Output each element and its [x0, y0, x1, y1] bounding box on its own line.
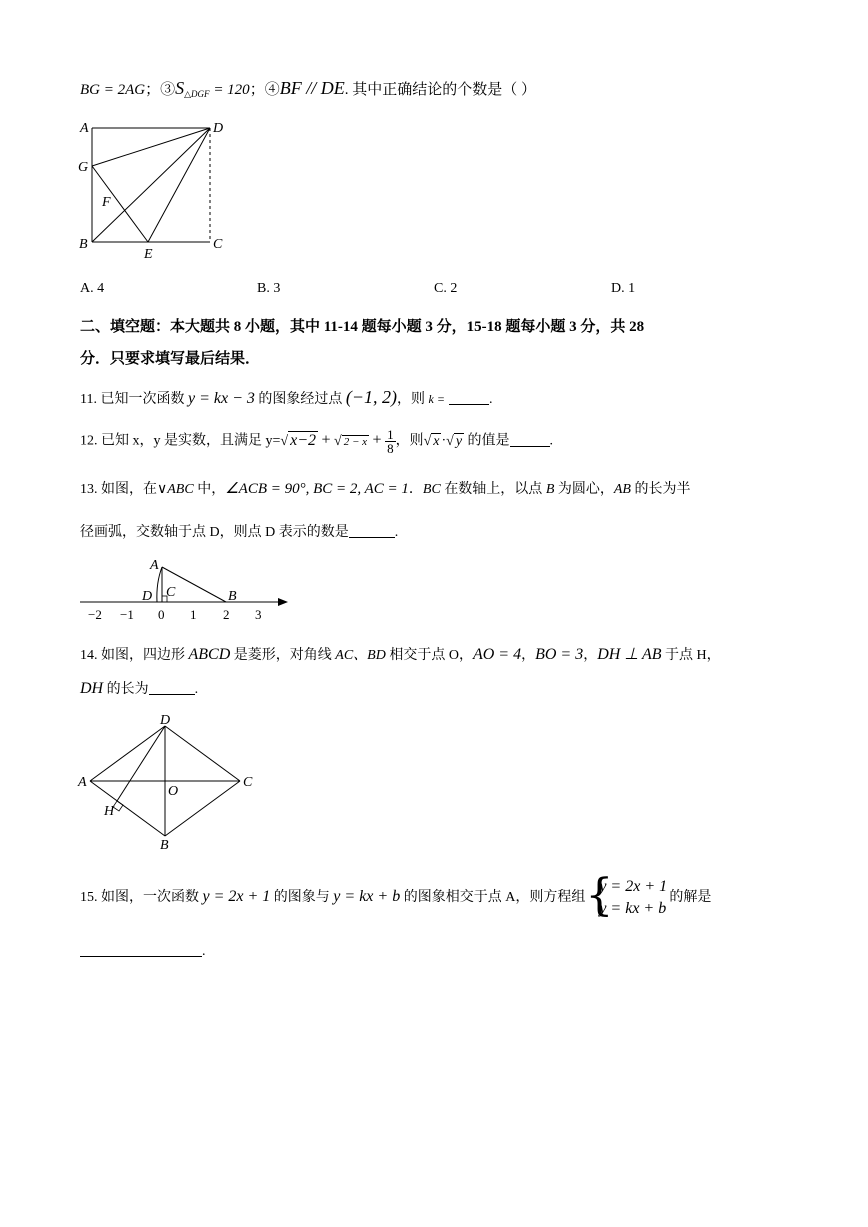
q12-dot: · — [441, 433, 447, 449]
q15-eq2: y = kx + b — [599, 899, 667, 917]
q13-line2 — [80, 521, 398, 541]
q10-s-symbol: S — [175, 78, 185, 98]
q12-plus-1: + — [321, 431, 331, 449]
q12-frac-den: 8 — [387, 441, 394, 456]
q14-ao: AO = 4 — [472, 646, 522, 663]
q13-number: 13. — [80, 482, 101, 497]
q14-dh-perp: DH ⊥ AB — [597, 646, 662, 663]
q10-cond-4: BF // DE — [279, 78, 345, 98]
q10-option-b: B. 3 — [257, 281, 281, 296]
q13-ab: AB — [613, 482, 631, 497]
q10-cond-2: BG = 2AG — [80, 82, 146, 98]
q11-answer-blank — [449, 390, 489, 405]
q14-label-h: H — [104, 804, 115, 819]
q15-text-a: 如图，一次函数 — [101, 890, 203, 905]
q14-text-b: 是菱形，对角线 — [230, 648, 336, 663]
q13-line2-text: 径画弧，交数轴于点 D，则点 D 表示的数是 — [80, 525, 349, 540]
q13-text-c: ． — [408, 482, 423, 497]
q11-formula: y = kx − 3 — [187, 390, 255, 407]
q14-label-o: O — [168, 784, 179, 799]
q10-option-d: D. 1 — [611, 281, 636, 296]
q13-tick-neg2: −2 — [88, 607, 102, 622]
q12-text-c: 的值是 — [464, 433, 510, 449]
q10-sep1: ；③ — [145, 82, 176, 98]
q12-radicand-2: 2 − x — [343, 435, 368, 448]
q14-number: 14. — [80, 648, 101, 663]
q13-triangle: ABC — [167, 482, 194, 497]
q11-text-c: ，则 — [397, 392, 429, 407]
q10-label-g: G — [78, 160, 89, 175]
q10-label-c: C — [213, 237, 223, 252]
q14-text-d: 于点 H， — [661, 648, 721, 663]
q12-radicand-4: y — [455, 433, 463, 449]
q10-label-e: E — [144, 247, 153, 262]
section2-heading-line2: 分．只要求填写最后结果． — [80, 351, 261, 367]
section2-heading-line1: 二、填空题：本大题共 8 小题，其中 11-14 题每小题 3 分，15-18 题每小题 3 分，共 28 — [80, 319, 645, 335]
q10-option-c: C. 2 — [434, 281, 458, 296]
q15-equation-system — [585, 869, 669, 921]
q13-text-b: 中， — [193, 482, 226, 497]
q14-rhombus-figure — [74, 708, 264, 858]
q14-line2-text: 的长为 — [103, 682, 149, 697]
q10-question: . 其中正确结论的个数是（ ） — [344, 82, 536, 98]
q10-label-b: B — [79, 237, 88, 252]
q11-end: . — [488, 392, 493, 407]
q14-text-c: 相交于点 O， — [385, 648, 473, 663]
q11-k: k = — [428, 392, 445, 406]
q10-s-value: = 120 — [209, 82, 250, 98]
q13-bc: BC — [422, 482, 441, 497]
q13-tick-3: 3 — [255, 607, 262, 622]
q12-number: 12. — [80, 433, 101, 449]
q12-plus-2: + — [372, 431, 382, 449]
q13-text-f: 的长为半 — [630, 482, 691, 497]
q14-ac-bd: AC、BD — [335, 648, 386, 663]
q14-dh: DH — [80, 680, 104, 697]
q13-label-a: A — [150, 558, 159, 573]
q13-answer-blank — [349, 523, 395, 538]
q14-line2 — [80, 678, 198, 698]
q15-number: 15. — [80, 890, 101, 905]
q14-label-d: D — [160, 713, 171, 728]
q14-bo: BO = 3 — [535, 646, 584, 663]
q10-label-f: F — [102, 195, 111, 210]
q15-eq1: y = 2x + 1 — [599, 877, 668, 895]
q13-tick-2: 2 — [223, 607, 230, 622]
q13-text-d: 在数轴上，以点 — [440, 482, 546, 497]
q10-sep2: ；④ — [249, 82, 280, 98]
q11-text-b: 的图象经过点 — [254, 392, 346, 407]
q14-label-a: A — [78, 775, 87, 790]
q13-text-a: 如图，在∨ — [101, 482, 168, 497]
q15-text-b: 的图象与 — [270, 890, 334, 905]
q15-text-d: 的解是 — [669, 890, 712, 905]
q11 — [80, 387, 492, 408]
q12-fraction — [385, 428, 396, 455]
q10-label-d: D — [213, 121, 224, 136]
q13-tick-1: 1 — [190, 607, 197, 622]
q14-line1 — [80, 644, 721, 664]
q12-radicand-1: x−2 — [290, 431, 316, 449]
q13-condition: ∠ACB = 90°, BC = 2, AC = 1 — [225, 481, 409, 497]
q12 — [80, 428, 553, 455]
q13-label-c: C — [166, 585, 176, 600]
q12-text-b: ，则 — [395, 433, 424, 449]
q12-frac-num: 1 — [387, 427, 394, 442]
q12-sqrt-2: √ 2 − x — [334, 433, 368, 449]
q13-tick-0: 0 — [158, 607, 165, 622]
q10-s-sub: △DGF — [184, 89, 210, 99]
q12-radicand-3: x — [433, 433, 440, 449]
q15-f1: y = 2x + 1 — [202, 888, 271, 905]
q15-end: . — [202, 944, 206, 959]
q13-number-line-figure — [76, 553, 296, 623]
q12-sqrt-3: √ x — [423, 433, 440, 449]
q11-point: (−1, 2) — [345, 387, 398, 407]
q14-sep: ， — [521, 648, 536, 663]
q15-brace: { — [585, 869, 614, 921]
q13-tick-neg1: −1 — [120, 607, 134, 622]
q14-label-c: C — [243, 775, 253, 790]
q12-sqrt-1: √ x−2 — [280, 431, 316, 449]
q14-label-b: B — [160, 838, 169, 853]
q14-sep2: ， — [583, 648, 598, 663]
q13-end: . — [394, 525, 399, 540]
q15-answer-blank — [80, 942, 202, 957]
q12-text-a: 已知 x，y 是实数，且满足 y= — [101, 433, 281, 449]
q10-square-figure — [70, 118, 240, 266]
q10-label-a: A — [80, 121, 89, 136]
q13-text-e: 为圆心， — [554, 482, 614, 497]
q11-text-a: 已知一次函数 — [100, 392, 188, 407]
q12-end: . — [549, 433, 554, 449]
q14-abcd: ABCD — [188, 646, 231, 663]
q14-text-a: 如图，四边形 — [101, 648, 189, 663]
q15-line2 — [80, 942, 206, 960]
q11-number: 11. — [80, 392, 101, 407]
q12-sqrt-4: √ y — [446, 433, 463, 449]
q13-b: B — [545, 482, 555, 497]
q15-line1 — [80, 869, 712, 921]
q14-end: . — [194, 682, 199, 697]
q10-conditions-line — [80, 78, 536, 100]
q12-answer-blank — [510, 432, 550, 447]
q14-answer-blank — [149, 680, 195, 695]
q13-label-d: D — [142, 589, 153, 604]
q13-label-b: B — [228, 589, 237, 604]
q13-line1 — [80, 478, 690, 498]
q15-f2: y = kx + b — [333, 888, 401, 905]
q10-option-a: A. 4 — [80, 281, 105, 296]
q15-text-c: 的图象相交于点 A，则方程组 — [400, 890, 586, 905]
